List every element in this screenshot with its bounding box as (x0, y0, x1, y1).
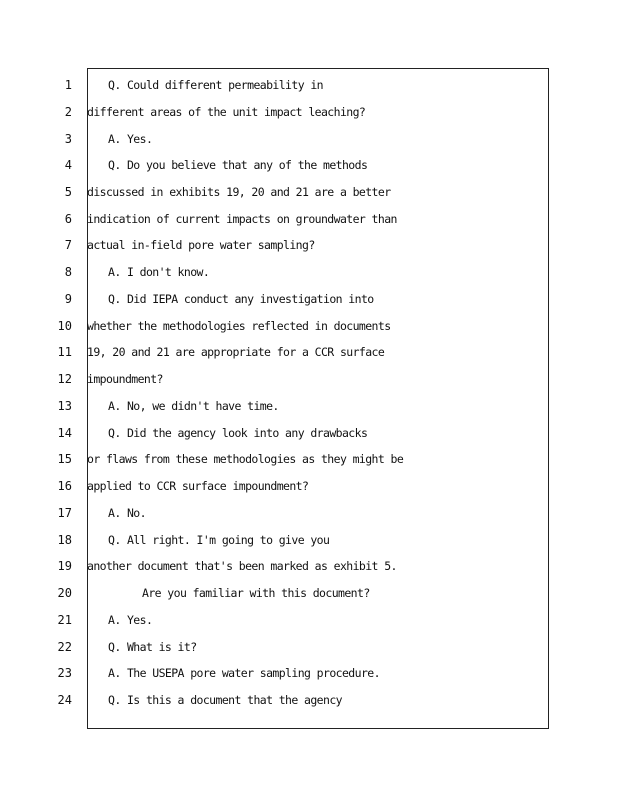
transcript-line (0, 553, 560, 580)
line-number: 14 (57, 426, 72, 440)
line-number: 2 (64, 105, 72, 119)
line-text: impoundment? (87, 372, 163, 386)
line-number: 16 (57, 479, 72, 493)
transcript-line (0, 634, 560, 661)
line-text: indication of current impacts on groundwater than (87, 212, 397, 226)
line-number: 13 (57, 399, 72, 413)
line-text: 19, 20 and 21 are appropriate for a CCR surface (87, 345, 385, 359)
line-number: 24 (57, 693, 72, 707)
transcript-line (0, 366, 560, 393)
transcript-line (0, 420, 560, 447)
transcript-line (0, 179, 560, 206)
line-text: Q. Could different permeability in (108, 78, 324, 92)
transcript-line (0, 580, 560, 607)
line-number: 17 (57, 506, 72, 520)
line-number: 9 (64, 292, 72, 306)
line-number: 20 (57, 586, 72, 600)
transcript-line (0, 339, 560, 366)
transcript-line (0, 687, 560, 714)
line-text: Q. Did IEPA conduct any investigation into (108, 292, 374, 306)
line-text: whether the methodologies reflected in documents (87, 319, 391, 333)
transcript-line (0, 393, 560, 420)
transcript-line (0, 206, 560, 233)
line-number: 3 (64, 132, 72, 146)
line-text: Q. All right. I'm going to give you (108, 533, 330, 547)
line-number: 7 (64, 238, 72, 252)
transcript-line (0, 446, 560, 473)
line-text: Q. Did the agency look into any drawbacks (108, 426, 368, 440)
transcript-line (0, 313, 560, 340)
transcript-line (0, 72, 560, 99)
transcript-line (0, 259, 560, 286)
line-text: A. Yes. (108, 613, 153, 627)
line-text: another document that's been marked as exhibit 5. (87, 559, 397, 573)
line-number: 4 (64, 158, 72, 172)
line-text: Q. Do you believe that any of the methods (108, 158, 368, 172)
line-number: 21 (57, 613, 72, 627)
line-number: 6 (64, 212, 72, 226)
line-number: 1 (64, 78, 72, 92)
line-text: A. Yes. (108, 132, 153, 146)
line-text: A. I don't know. (108, 265, 210, 279)
line-number: 23 (57, 666, 72, 680)
line-number: 12 (57, 372, 72, 386)
transcript-line (0, 99, 560, 126)
line-number: 19 (57, 559, 72, 573)
line-number: 11 (57, 345, 72, 359)
transcript-line (0, 126, 560, 153)
line-text: actual in-field pore water sampling? (87, 238, 315, 252)
line-number: 8 (64, 265, 72, 279)
line-text: or flaws from these methodologies as they might be (87, 452, 404, 466)
line-text: discussed in exhibits 19, 20 and 21 are a better (87, 185, 391, 199)
line-number: 15 (57, 452, 72, 466)
line-text: Q. What is it? (108, 640, 197, 654)
transcript-line (0, 473, 560, 500)
transcript-line (0, 152, 560, 179)
line-number: 18 (57, 533, 72, 547)
line-text: Q. Is this a document that the agency (108, 693, 342, 707)
line-text: A. The USEPA pore water sampling procedure. (108, 666, 380, 680)
transcript-line (0, 660, 560, 687)
line-text: A. No, we didn't have time. (108, 399, 279, 413)
line-number: 10 (57, 319, 72, 333)
transcript-line (0, 527, 560, 554)
line-text: A. No. (108, 506, 146, 520)
line-number: 22 (57, 640, 72, 654)
line-number: 5 (64, 185, 72, 199)
line-text: applied to CCR surface impoundment? (87, 479, 309, 493)
transcript-line (0, 232, 560, 259)
transcript-line (0, 607, 560, 634)
transcript-line (0, 500, 560, 527)
line-text: different areas of the unit impact leaching? (87, 105, 366, 119)
transcript-line (0, 286, 560, 313)
line-text: Are you familiar with this document? (142, 586, 370, 600)
